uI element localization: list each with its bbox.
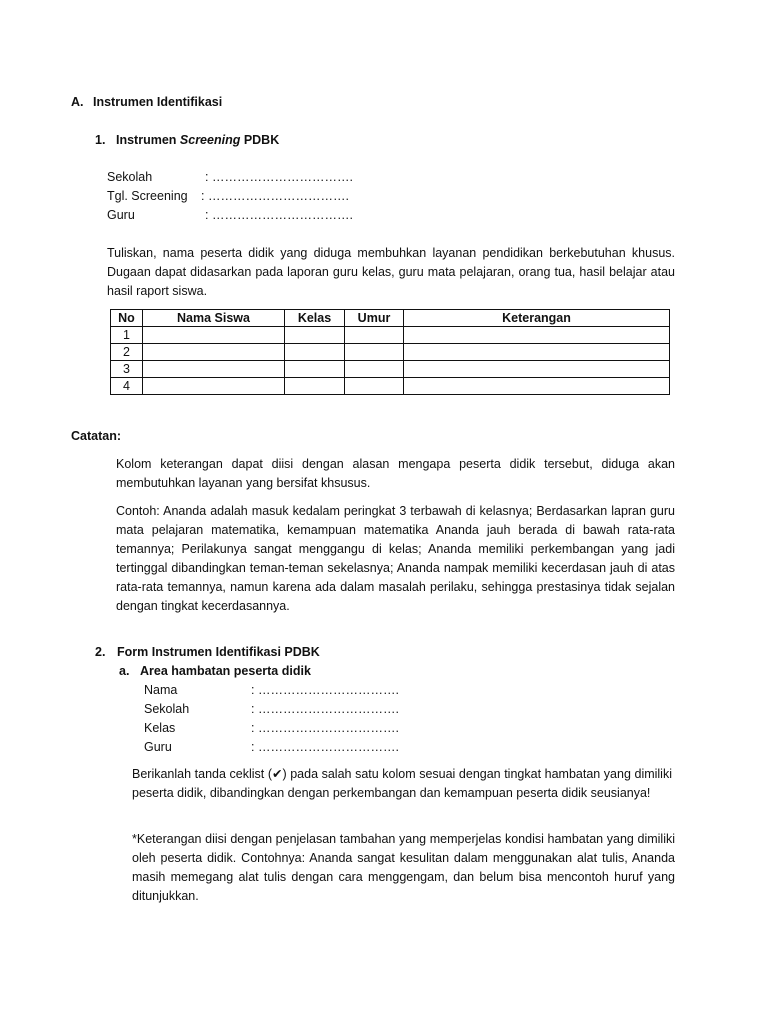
cell-kelas[interactable]	[285, 361, 345, 378]
section-a-letter: A.	[71, 95, 84, 109]
cell-kelas[interactable]	[285, 327, 345, 344]
item1-title	[116, 131, 279, 150]
catatan-para-2: Contoh: Ananda adalah masuk kedalam peringkat 3 terbawah di kelasnya; Berdasarkan lapran guru mata pelajaran matematika, kemampuan matematika Ananda jauh berada di bawah rata-rata temannya; Perilakunya sangat menggangu di kelas; Ananda memiliki perkembangan yang jadi tertinggal dibandingkan teman-teman sekelasnya; Ananda nampak memiliki kecerdasan jauh di atas rata-rata temannya, namun karena ada dalam masalah perilaku, sehingga prestasinya tidak sejalan dengan tingkat kecerdasannya.	[116, 504, 675, 613]
field-value: : …………………………….	[251, 702, 399, 716]
header-keterangan: Keterangan	[404, 310, 670, 327]
field-label: Guru	[107, 208, 135, 222]
item1-title-suffix: PDBK	[240, 133, 280, 147]
field-value: : …………………………….	[251, 721, 399, 735]
catatan-label: Catatan:	[71, 429, 122, 443]
cell-nama[interactable]	[143, 327, 285, 344]
screening-table	[110, 309, 670, 395]
item1-heading	[95, 131, 280, 150]
cell-umur[interactable]	[345, 344, 404, 361]
instructions-2-suffix: ) pada salah satu kolom sesuai dengan tingkat hambatan yang dimiliki peserta didik, dibandingkan dengan perkembangan dan kemampuan peserta didik seusianya!	[132, 767, 672, 800]
row-number: 4	[111, 378, 143, 395]
cell-nama[interactable]	[143, 361, 285, 378]
field-label: Guru	[144, 740, 172, 754]
table-row	[111, 378, 670, 395]
row-number: 1	[111, 327, 143, 344]
section-a-heading	[71, 93, 223, 112]
field-value: : …………………………….	[251, 740, 399, 754]
table-row	[111, 344, 670, 361]
cell-umur[interactable]	[345, 378, 404, 395]
header-umur: Umur	[345, 310, 404, 327]
section-a-title: Instrumen Identifikasi	[93, 95, 223, 109]
item1-title-prefix: Instrumen	[116, 133, 180, 147]
item1-title-italic: Screening	[179, 133, 241, 147]
checkmark-icon: ✔	[271, 767, 283, 781]
header-nama-siswa: Nama Siswa	[143, 310, 285, 327]
field-label: Nama	[144, 683, 178, 697]
field-value: : …………………………….	[205, 208, 353, 222]
field-value: : …………………………….	[201, 189, 349, 203]
catatan-para-1: Kolom keterangan dapat diisi dengan alasan mengapa peserta didik tersebut, diduga akan membutuhkan layanan yang bersifat khsusus.	[116, 457, 675, 490]
cell-keterangan[interactable]	[404, 378, 670, 395]
field-label: Kelas	[144, 721, 176, 735]
item2-number: 2.	[95, 645, 106, 659]
field-label: Sekolah	[107, 170, 153, 184]
instructions-2-prefix: Berikanlah tanda ceklist (	[132, 767, 272, 781]
instructions-2	[132, 765, 672, 803]
item2a-title: Area hambatan peserta didik	[140, 664, 311, 678]
table-row	[111, 361, 670, 378]
note-2: *Keterangan diisi dengan penjelasan tambahan yang memperjelas kondisi hambatan yang dimiliki oleh peserta didik. Contohnya: Ananda sangat kesulitan dalam menggunakan alat tulis, Ananda masih memegang alat tulis dengan cara menggengam, dan belum bisa mencontoh huruf yang ditunjukkan.	[132, 832, 675, 903]
cell-keterangan[interactable]	[404, 361, 670, 378]
cell-keterangan[interactable]	[404, 327, 670, 344]
row-number: 3	[111, 361, 143, 378]
item2a-letter: a.	[119, 664, 130, 678]
item2-title: Form Instrumen Identifikasi PDBK	[117, 645, 320, 659]
cell-nama[interactable]	[143, 344, 285, 361]
item2a-heading	[119, 662, 311, 681]
instructions-1: Tuliskan, nama peserta didik yang diduga membuhkan layanan pendidikan berkebutuhan khusus. Dugaan dapat didasarkan pada laporan guru kelas, guru mata pelajaran, orang tua, hasil belajar atau hasil raport siswa.	[107, 246, 675, 298]
field-label: Tgl. Screening	[107, 189, 188, 203]
field-value: : …………………………….	[205, 170, 353, 184]
cell-kelas[interactable]	[285, 378, 345, 395]
item2-heading	[95, 643, 320, 662]
cell-umur[interactable]	[345, 361, 404, 378]
row-number: 2	[111, 344, 143, 361]
cell-keterangan[interactable]	[404, 344, 670, 361]
header-kelas: Kelas	[285, 310, 345, 327]
cell-kelas[interactable]	[285, 344, 345, 361]
field-label: Sekolah	[144, 702, 190, 716]
item1-number: 1.	[95, 133, 106, 147]
cell-nama[interactable]	[143, 378, 285, 395]
table-header-row	[111, 310, 670, 327]
cell-umur[interactable]	[345, 327, 404, 344]
header-no: No	[111, 310, 143, 327]
table-row	[111, 327, 670, 344]
field-value: : …………………………….	[251, 683, 399, 697]
